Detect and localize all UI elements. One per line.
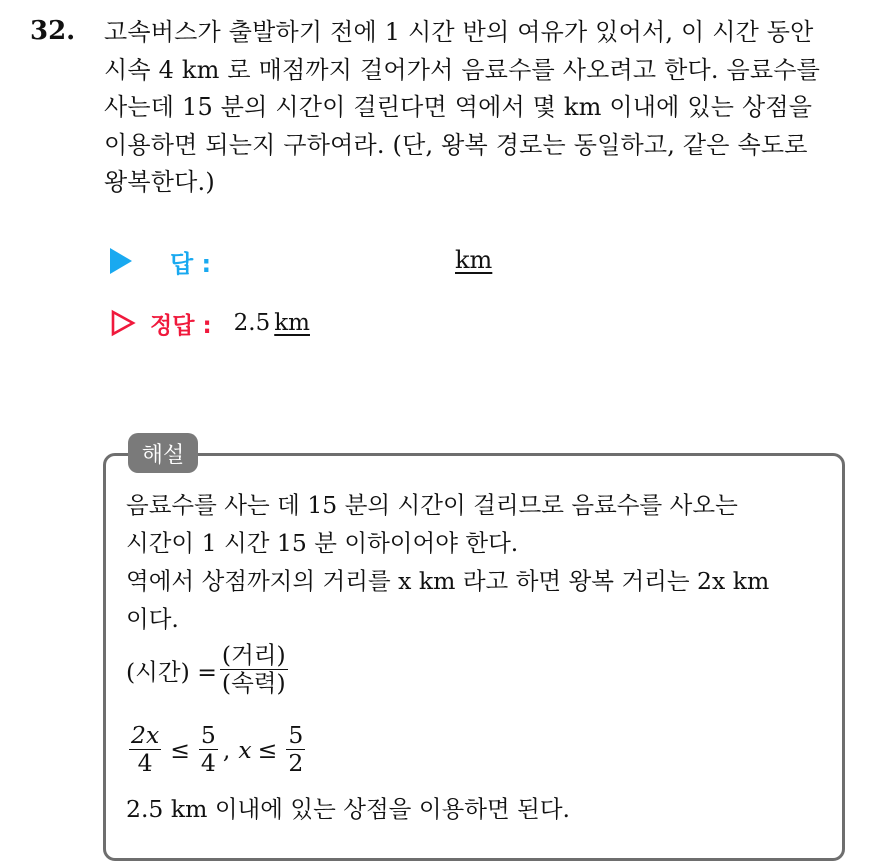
comma: , bbox=[222, 735, 231, 764]
fraction-numerator: 2x bbox=[131, 721, 160, 749]
correct-answer-value: 2.5 bbox=[233, 310, 271, 336]
fraction-denominator: (속력) bbox=[221, 669, 286, 698]
solution-line: 이다. bbox=[126, 605, 179, 633]
fraction-numerator: (거리) bbox=[221, 641, 286, 669]
question-line: 사는데 15 분의 시간이 걸린다면 역에서 몇 km 이내에 있는 상점을 bbox=[104, 93, 813, 121]
fraction-numerator: 5 bbox=[288, 721, 304, 749]
question-text bbox=[104, 14, 884, 202]
fraction-5-over-4 bbox=[199, 722, 218, 777]
time-formula bbox=[126, 642, 291, 697]
solution-line: 음료수를 사는 데 15 분의 시간이 걸리므로 음료수를 사오는 bbox=[126, 491, 738, 519]
solution-text bbox=[126, 486, 831, 638]
fraction-denominator: 4 bbox=[200, 749, 216, 778]
answer-unit: km bbox=[455, 246, 493, 274]
correct-answer-unit: km bbox=[274, 310, 310, 336]
correct-answer-row bbox=[110, 305, 310, 341]
fraction-5-over-2 bbox=[286, 722, 305, 777]
solution-conclusion: 2.5 km 이내에 있는 상점을 이용하면 된다. bbox=[126, 795, 570, 823]
answer-label: 답 : bbox=[170, 249, 212, 278]
answer-row bbox=[110, 243, 211, 279]
fraction-denominator: 4 bbox=[137, 749, 153, 778]
question-line: 고속버스가 출발하기 전에 1 시간 반의 여유가 있어서, 이 시간 동안 bbox=[104, 18, 814, 46]
correct-answer-label: 정답 : bbox=[150, 312, 212, 339]
question-number: 32. bbox=[30, 16, 76, 46]
variable-x: x bbox=[238, 735, 252, 764]
solution-tag: 해설 bbox=[128, 433, 198, 473]
solution-line: 역에서 상점까지의 거리를 x km 라고 하면 왕복 거리는 2x km bbox=[126, 567, 770, 595]
le-sign: ≤ bbox=[257, 735, 278, 764]
le-sign: ≤ bbox=[170, 735, 190, 764]
distance-over-speed-fraction bbox=[220, 642, 288, 697]
fraction-numerator: 5 bbox=[200, 721, 216, 749]
outline-play-icon bbox=[110, 309, 136, 337]
play-icon bbox=[110, 248, 132, 274]
question-line: 왕복한다.) bbox=[104, 168, 215, 196]
fraction-2x-over-4 bbox=[129, 722, 161, 777]
fraction-denominator: 2 bbox=[288, 749, 304, 778]
question-line: 이용하면 되는지 구하여라. (단, 왕복 경로는 동일하고, 같은 속도로 bbox=[104, 130, 808, 159]
formula-lhs: (시간) = bbox=[126, 657, 217, 686]
question-line: 시속 4 km 로 매점까지 걸어가서 음료수를 사오려고 한다. 음료수를 bbox=[104, 55, 821, 84]
solution-line: 시간이 1 시간 15 분 이하이어야 한다. bbox=[126, 529, 519, 557]
inequality-formula bbox=[126, 722, 308, 777]
